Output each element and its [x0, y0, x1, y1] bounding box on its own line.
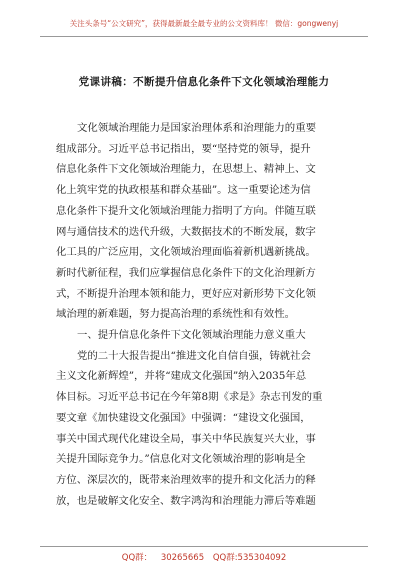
- body-line: 域治理的新难题，努力提高治理的系统性和有效性。: [56, 308, 295, 321]
- body-line: 放，也是破解文化安全、数字鸿沟和治理能力滞后等难题: [56, 494, 316, 507]
- body-line: 化工具的广泛应用，文化领域治理面临着新机遇新挑战。: [56, 246, 316, 259]
- body-line: 新时代新征程，我们应掌握信息化条件下的文化治理新方: [56, 266, 316, 279]
- body-line: 网与通信技术的迭代升级，大数据技术的不断发展，数字: [56, 225, 316, 238]
- page-footer: [0, 551, 408, 563]
- footer-qq-group-2: QQ群:535304092: [212, 553, 287, 563]
- body-line: 事关中国式现代化建设全局，事关中华民族复兴大业，事: [56, 432, 316, 445]
- body-line: 体目标。习近平总书记在今年第8期《求是》杂志刊发的重: [56, 391, 323, 404]
- body-line: 要文章《加快建设文化强国》中强调：“建设文化强国，: [56, 411, 311, 424]
- body-line: 方位、深层次的，既带来治理效率的提升和文化活力的释: [56, 473, 316, 486]
- body-line: 文化领域治理能力是国家治理体系和治理能力的重要: [77, 122, 316, 134]
- header-divider: [40, 36, 368, 37]
- body-line: 主义文化新辉煌”，并将“建成文化强国”纳入2035年总: [56, 370, 307, 383]
- body-line: 党的二十大报告提出“推进文化自信自强，铸就社会: [77, 349, 311, 362]
- body-line: 信息化条件下文化领域治理能力，在思想上、精神上、文: [56, 163, 316, 176]
- footer-qq-group-1: QQ群： 30265665: [121, 553, 205, 563]
- section-heading: 一、提升信息化条件下文化领域治理能力意义重大: [77, 329, 306, 342]
- page-header: 关注头条号“公文研究”，获得最新最全最专业的公文资料库！ 微信：gongwenyj: [69, 19, 339, 28]
- body-line: 关提升国际竞争力。”信息化对文化领域治理的影响是全: [56, 453, 306, 466]
- document-body: [56, 118, 352, 511]
- body-line: 组成部分。习近平总书记指出，要“坚持党的领导，提升: [56, 142, 311, 155]
- document-title: 党课讲稿：不断提升信息化条件下文化领域治理能力: [78, 76, 330, 88]
- footer-divider: [40, 546, 368, 547]
- body-line: 化上筑牢党的执政根基和群众基础”。这一重要论述为信: [56, 184, 311, 197]
- body-line: 式，不断提升治理本领和能力，更好应对新形势下文化领: [56, 287, 316, 300]
- body-line: 息化条件下提升文化领域治理能力指明了方向。伴随互联: [56, 204, 316, 217]
